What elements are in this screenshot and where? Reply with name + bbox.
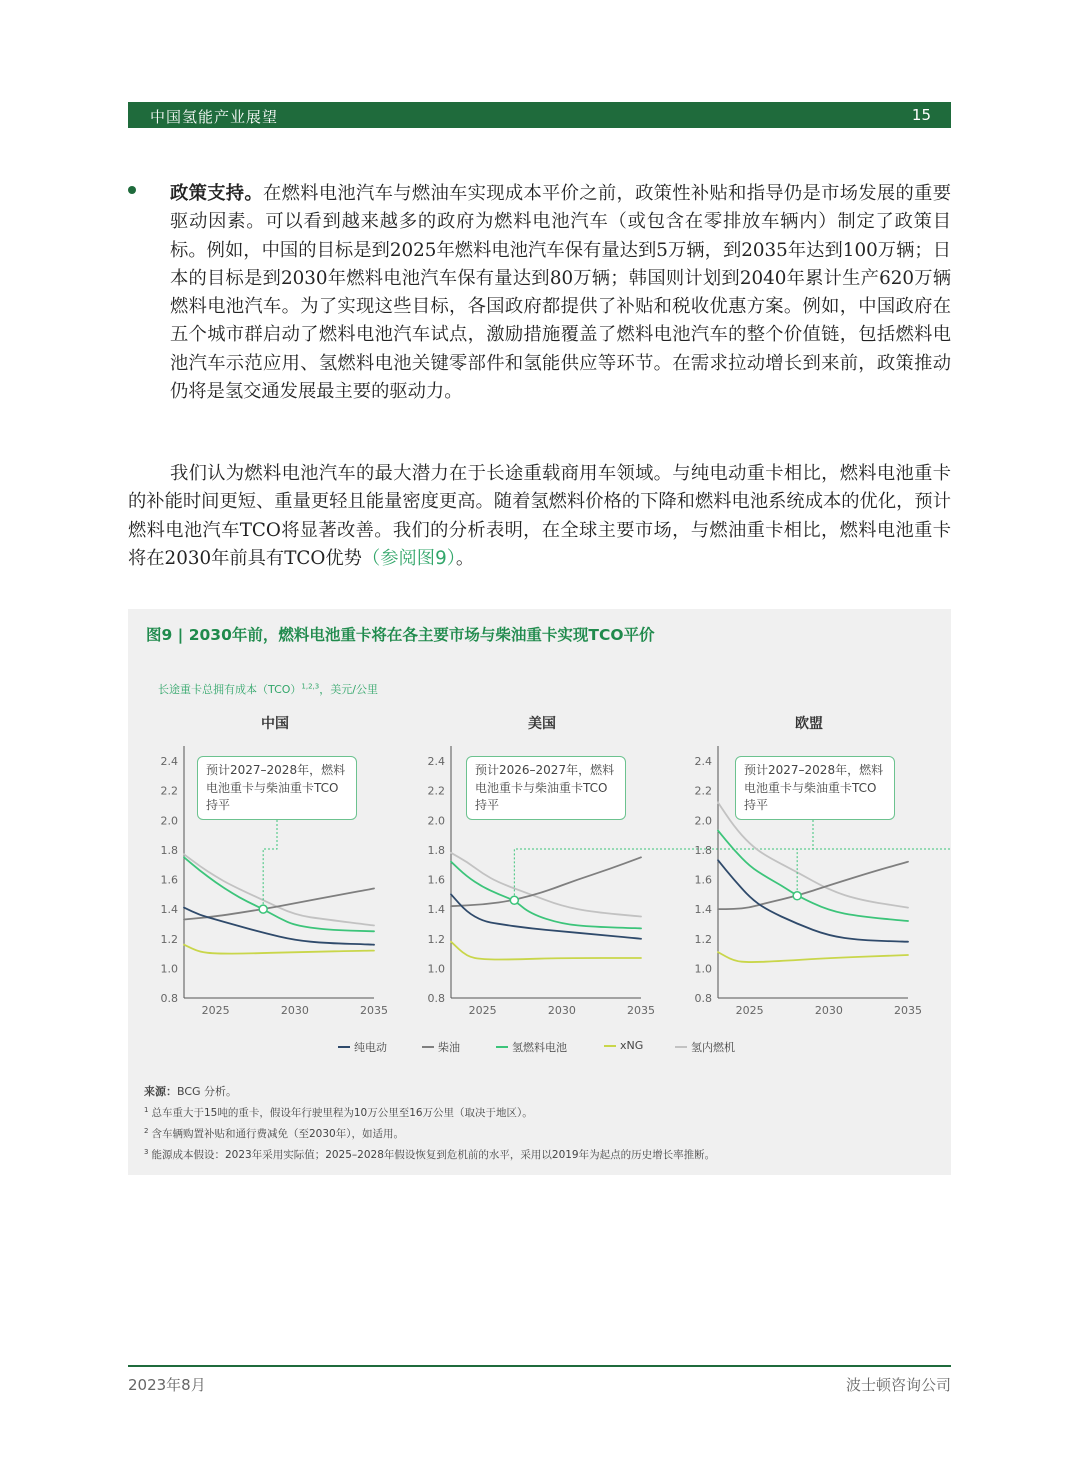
y-tick-label: 1.0: [160, 962, 178, 976]
y-tick-label: 2.4: [427, 755, 445, 768]
tco-line-charts: [128, 609, 951, 1039]
legend-label-diesel: 柴油: [438, 1041, 460, 1054]
subtitle-sup: 1,2,3: [301, 682, 320, 691]
x-tick-label: 2030: [547, 1004, 576, 1017]
analysis-paragraph: [128, 460, 951, 573]
analysis-text: 我们认为燃料电池汽车的最大潜力在于长途重载商用车领域。与纯电动重卡相比，燃料电池重卡的补能时间更短、重量更轻且能量密度更高。随着氢燃料价格的下降和燃料电池系统成本的优化，预计燃料电池汽车TCO将显著改善。我们的分析表明，在全球主要市场，与燃油重卡相比，燃料电池重卡将在2030年前具有TCO优势: [128, 463, 951, 569]
y-tick-label: 2.2: [160, 784, 178, 798]
y-tick-label: 1.8: [694, 843, 712, 857]
y-tick-label: 1.4: [694, 903, 712, 917]
y-tick-label: 2.0: [160, 814, 178, 828]
figure-reference-link[interactable]: （参阅图9）: [361, 547, 456, 569]
footnote-1: [144, 1105, 533, 1120]
y-tick-label: 2.2: [427, 784, 445, 798]
page-header-bar: [128, 102, 951, 128]
policy-paragraph: [170, 180, 951, 406]
legend-item-xng: [604, 1039, 643, 1052]
y-tick-label: 1.8: [427, 843, 445, 857]
legend-label-h2ice: 氢内燃机: [691, 1041, 735, 1054]
footer-date: 2023年8月: [128, 1376, 206, 1394]
parity-marker-china: [259, 905, 267, 913]
callout-connector-china: [263, 820, 277, 904]
panel-title-china: 中国: [261, 716, 289, 732]
y-tick-label: 2.4: [694, 755, 712, 768]
panel-title-eu: 欧盟: [795, 716, 823, 732]
figure-9: [128, 609, 951, 1175]
bullet-dot: [128, 186, 136, 194]
series-line-bev-china: [184, 908, 374, 945]
analysis-end: 。: [455, 547, 475, 569]
y-tick-label: 1.0: [427, 962, 445, 976]
y-tick-label: 1.6: [694, 873, 712, 887]
legend-label-xng: xNG: [620, 1039, 644, 1052]
y-tick-label: 2.0: [427, 814, 445, 828]
legend-label-bev: 纯电动: [354, 1041, 387, 1054]
footnote-3-mark: 3: [144, 1147, 149, 1156]
x-tick-label: 2030: [280, 1004, 309, 1017]
legend-item-h2ice: [675, 1039, 735, 1055]
legend-swatch-h2ice: [675, 1046, 687, 1048]
y-tick-label: 1.6: [160, 873, 178, 887]
x-tick-label: 2025: [201, 1004, 230, 1017]
y-tick-label: 1.2: [694, 932, 712, 946]
footnote-1-text: 总车重大于15吨的重卡，假设年行驶里程为10万公里至16万公里（取决于地区）。: [151, 1107, 533, 1119]
series-line-bev-eu: [718, 860, 908, 942]
chart-legend: [128, 1039, 951, 1059]
footnote-2-text: 含车辆购置补贴和通行费减免（至2030年），如适用。: [151, 1128, 404, 1140]
callout-eu: 预计2027–2028年，燃料电池重卡与柴油重卡TCO持平: [735, 756, 895, 820]
panel-title-usa: 美国: [528, 716, 556, 732]
figure-title: 图9 | 2030年前，燃料电池重卡将在各主要市场与柴油重卡实现TCO平价: [146, 626, 655, 644]
legend-item-bev: [338, 1039, 387, 1055]
y-tick-label: 0.8: [427, 992, 445, 1005]
footnote-3: [144, 1147, 715, 1162]
source-text: BCG 分析。: [177, 1085, 238, 1098]
y-tick-label: 1.0: [694, 962, 712, 976]
series-line-diesel-usa: [451, 857, 641, 906]
series-line-xng-usa: [451, 942, 641, 960]
y-tick-label: 0.8: [694, 992, 712, 1005]
legend-swatch-xng: [604, 1045, 616, 1047]
legend-swatch-diesel: [422, 1046, 434, 1048]
subtitle-text: 长途重卡总拥有成本（TCO）: [158, 683, 302, 696]
footer-rule: [128, 1365, 951, 1367]
y-tick-label: 1.2: [160, 932, 178, 946]
legend-item-diesel: [422, 1039, 460, 1055]
legend-swatch-bev: [338, 1046, 350, 1048]
series-line-diesel-eu: [718, 862, 908, 909]
footer-company: 波士顿咨询公司: [845, 1376, 951, 1394]
callout-usa: 预计2026–2027年，燃料电池重卡与柴油重卡TCO持平: [466, 756, 626, 820]
source-label: 来源：: [144, 1085, 177, 1098]
y-tick-label: 2.4: [160, 755, 178, 768]
parity-marker-eu: [793, 892, 801, 900]
x-tick-label: 2035: [627, 1004, 655, 1017]
y-tick-label: 0.8: [160, 992, 178, 1005]
callout-connector-eu: [797, 820, 951, 891]
policy-heading: 政策支持。: [170, 183, 264, 204]
y-tick-label: 2.0: [694, 814, 712, 828]
x-tick-label: 2025: [735, 1004, 764, 1017]
footnote-2: [144, 1126, 404, 1141]
x-tick-label: 2035: [360, 1004, 388, 1017]
y-tick-label: 1.4: [427, 903, 445, 917]
subtitle-unit: ，美元/公里: [319, 683, 378, 696]
footnote-2-mark: 2: [144, 1126, 149, 1135]
callout-china: 预计2027–2028年，燃料电池重卡与柴油重卡TCO持平: [197, 756, 357, 820]
legend-item-fcev: [496, 1039, 567, 1055]
x-tick-label: 2035: [894, 1004, 922, 1017]
legend-swatch-fcev: [496, 1046, 508, 1048]
x-tick-label: 2030: [814, 1004, 843, 1017]
series-line-h2ice-china: [184, 854, 374, 925]
policy-text: 在燃料电池汽车与燃油车实现成本平价之前，政策性补贴和指导仍是市场发展的重要驱动因素。可以看到越来越多的政府为燃料电池汽车（或包含在零排放车辆内）制定了政策目标。例如，中国的目标是到2025年燃料电池汽车保有量达到5万辆，到2035年达到100万辆；日本的目标是到2030年燃料电池汽车保有量达到80万辆；韩国则计划到2040年累计生产620万辆燃料电池汽车。为了实现这些目标，各国政府都提供了补贴和税收优惠方案。例如，中国政府在五个城市群启动了燃料电池汽车试点，激励措施覆盖了燃料电池汽车的整个价值链，包括燃料电池汽车示范应用、氢燃料电池关键零部件和氢能供应等环节。在需求拉动增长到来前，政策推动仍将是氢交通发展最主要的驱动力。: [170, 183, 952, 403]
y-tick-label: 1.4: [160, 903, 178, 917]
y-tick-label: 2.2: [694, 784, 712, 798]
y-tick-label: 1.8: [160, 843, 178, 857]
footnote-1-mark: 1: [144, 1105, 149, 1114]
parity-marker-usa: [510, 896, 518, 904]
page-number: 15: [911, 106, 931, 124]
series-line-xng-eu: [718, 952, 908, 962]
y-tick-label: 1.2: [427, 932, 445, 946]
series-line-xng-china: [184, 945, 374, 954]
legend-label-fcev: 氢燃料电池: [512, 1041, 567, 1054]
report-title: 中国氢能产业展望: [150, 108, 279, 126]
y-tick-label: 1.6: [427, 873, 445, 887]
figure-source: [144, 1083, 237, 1099]
x-tick-label: 2025: [468, 1004, 497, 1017]
series-line-diesel-china: [184, 888, 374, 919]
footnote-3-text: 能源成本假设：2023年采用实际值；2025–2028年假设恢复到危机前的水平，采用以2019年为起点的历史增长率推断。: [151, 1149, 716, 1161]
